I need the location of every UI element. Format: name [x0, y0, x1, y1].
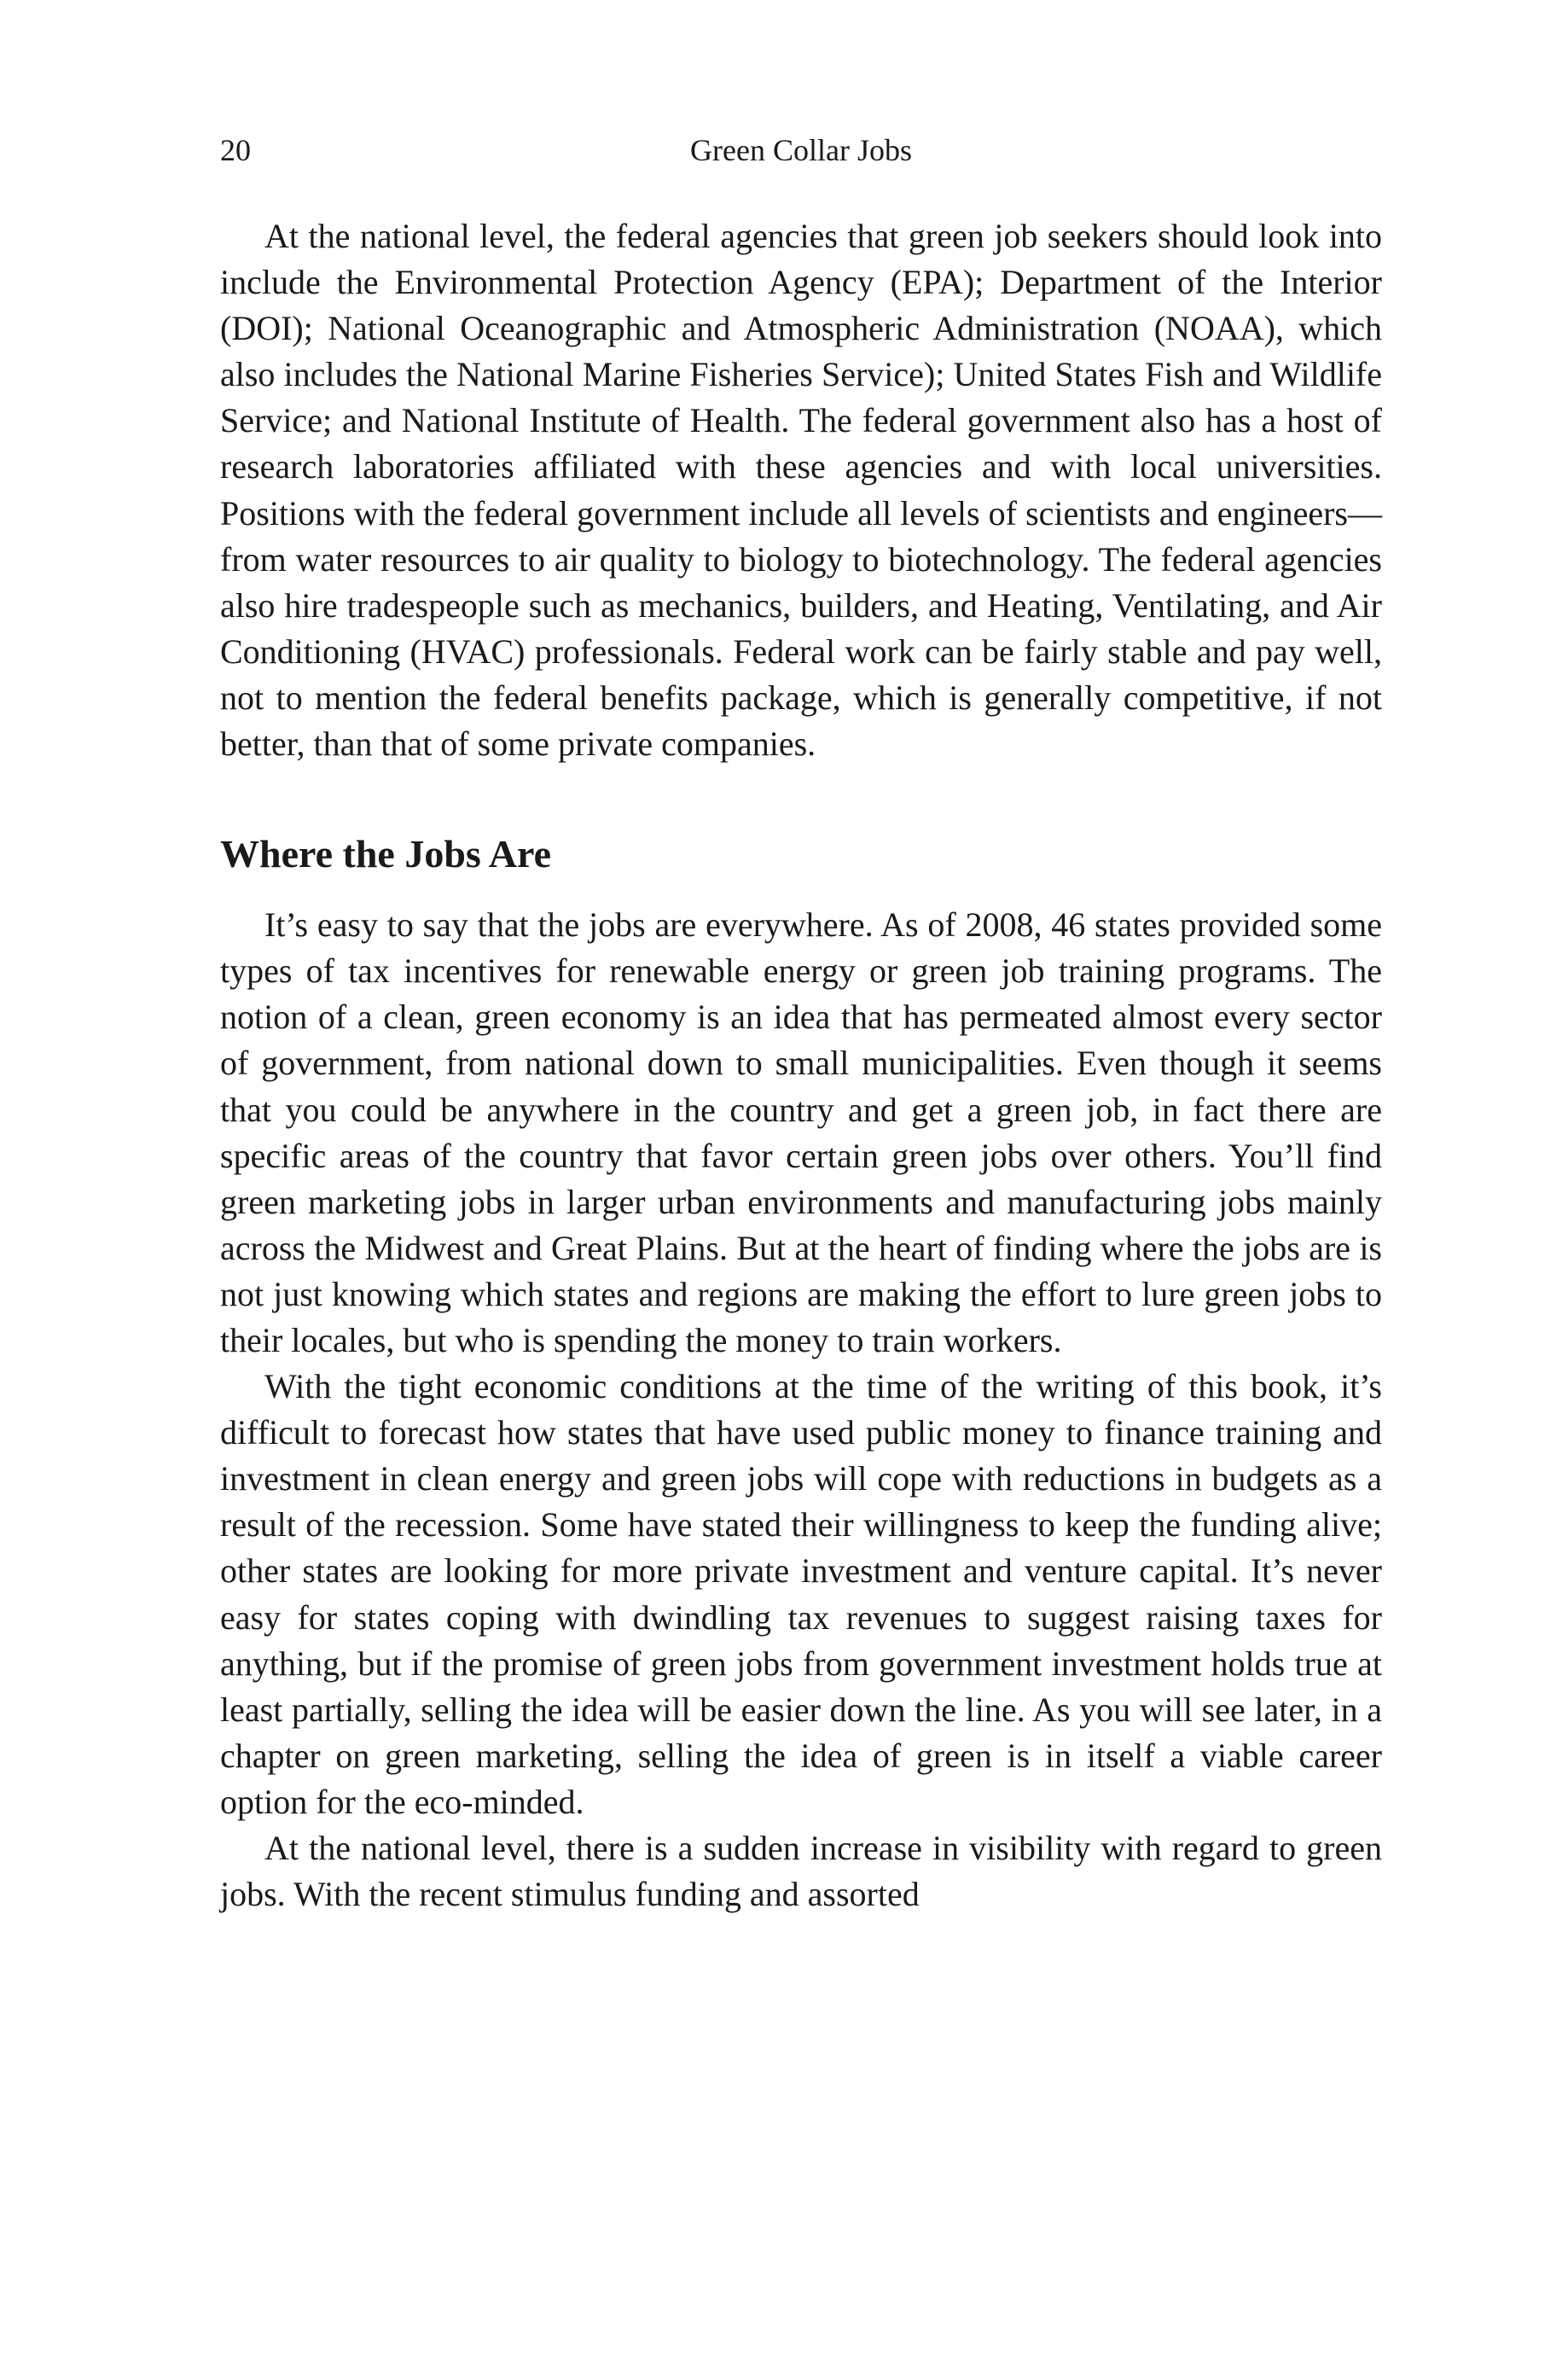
paragraph-jobs-everywhere: It’s easy to say that the jobs are everywhere. As of 2008, 46 states provided some types of tax incentives for renewable energy or green job training programs. The notion of a clean, green economy is an idea that has permeated almost every sector of government, from national down to small municipalities. Even though it seems that you could be anywhere in the country and get a green job, in fact there are specific areas of the country that favor certain green jobs over others. You’ll find green marketing jobs in larger urban environments and manufacturing jobs mainly across the Midwest and Great Plains. But at the heart of finding where the jobs are is not just knowing which states and regions are making the effort to lure green jobs to their locales, but who is spending the money to train workers.	[220, 905, 1382, 1359]
paragraph-national-level: At the national level, there is a sudden increase in visibility with regard to green jobs. With the recent stimulus funding and assorted	[220, 1829, 1382, 1914]
body-text	[220, 213, 1382, 1917]
running-title: Green Collar Jobs	[690, 133, 912, 167]
paragraph-federal-agencies: At the national level, the federal agencies that green job seekers should look into include the Environmental Protection Agency (EPA); Department of the Interior (DOI); National Oceanographic and Atmospheric Administration (NOAA), which also includes the National Marine Fisheries Service); United States Fish and Wildlife Service; and National Institute of Health. The federal government also has a host of research laboratories affiliated with these agencies and with local universities. Positions with the federal government include all levels of scientists and engineers—from water resources to air quality to biology to biotechnology. The federal agencies also hire tradespeople such as mechanics, builders, and Heating, Ventilating, and Air Conditioning (HVAC) professionals. Federal work can be fairly stable and pay well, not to mention the federal benefits package, which is generally competitive, if not better, than that of some private companies.	[220, 217, 1382, 764]
section-heading: Where the Jobs Are	[220, 832, 551, 876]
page-number: 20	[220, 133, 251, 167]
running-head	[220, 132, 1382, 183]
paragraph-economic-conditions: With the tight economic conditions at the time of the writing of this book, it’s difficult to forecast how states that have used public money to finance training and investment in clean energy and green jobs will cope with reductions in budgets as a result of the recession. Some have stated their willingness to keep the funding alive; other states are looking for more private investment and venture capital. It’s never easy for states coping with dwindling tax revenues to suggest raising taxes for anything, but if the promise of green jobs from government investment holds true at least partially, selling the idea will be easier down the line. As you will see later, in a chapter on green marketing, selling the idea of green is in itself a viable career option for the eco-minded.	[220, 1367, 1382, 1821]
